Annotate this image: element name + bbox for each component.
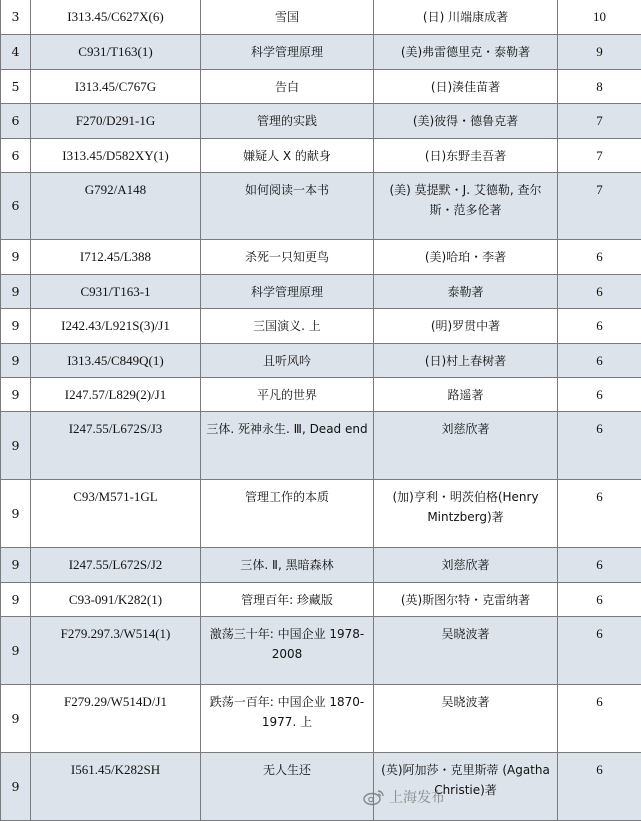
rank-cell: 6: [1, 173, 31, 240]
title-cell: 三体. Ⅱ, 黑暗森林: [201, 548, 374, 583]
rank-cell: 4: [1, 35, 31, 70]
count-cell: 7: [558, 139, 641, 173]
count-cell: 6: [558, 480, 641, 548]
count-cell: 6: [558, 412, 641, 480]
call-number-cell: I313.45/C627X(6): [31, 0, 201, 35]
call-number-cell: I313.45/C849Q(1): [31, 344, 201, 378]
count-cell: 6: [558, 309, 641, 344]
rank-cell: 6: [1, 104, 31, 139]
call-number-cell: I247.55/L672S/J2: [31, 548, 201, 583]
count-cell: 6: [558, 617, 641, 685]
title-cell: 雪国: [201, 0, 374, 35]
table-row: [1, 548, 641, 583]
call-number-cell: C931/T163-1: [31, 275, 201, 309]
call-number-cell: I242.43/L921S(3)/J1: [31, 309, 201, 344]
title-cell: 激荡三十年: 中国企业 1978-2008: [201, 617, 374, 685]
count-cell: 6: [558, 240, 641, 275]
title-cell: 科学管理原理: [201, 35, 374, 70]
table-row: [1, 104, 641, 139]
table-row: [1, 139, 641, 173]
author-cell: (美)哈珀・李著: [374, 240, 558, 275]
rank-cell: 3: [1, 0, 31, 35]
call-number-cell: F279.29/W514D/J1: [31, 685, 201, 753]
author-cell: (日) 川端康成著: [374, 0, 558, 35]
title-cell: 三体. 死神永生. Ⅲ, Dead end: [201, 412, 374, 480]
author-cell: (美) 莫提默・J. 艾德勒, 查尔斯・范多伦著: [374, 173, 558, 240]
author-cell: (日)湊佳苗著: [374, 70, 558, 104]
title-cell: 跌荡一百年: 中国企业 1870-1977. 上: [201, 685, 374, 753]
author-cell: (加)亨利・明茨伯格(Henry Mintzberg)著: [374, 480, 558, 548]
table-body: [1, 0, 641, 821]
rank-cell: 9: [1, 309, 31, 344]
call-number-cell: I712.45/L388: [31, 240, 201, 275]
title-cell: 平凡的世界: [201, 378, 374, 412]
table-row: [1, 70, 641, 104]
author-cell: (日)村上春树著: [374, 344, 558, 378]
call-number-cell: I561.45/K282SH: [31, 753, 201, 821]
title-cell: 嫌疑人 X 的献身: [201, 139, 374, 173]
table-row: [1, 173, 641, 240]
rank-cell: 9: [1, 753, 31, 821]
table-row: [1, 617, 641, 685]
author-cell: 吴晓波著: [374, 685, 558, 753]
count-cell: 7: [558, 173, 641, 240]
table-row: [1, 309, 641, 344]
count-cell: 10: [558, 0, 641, 35]
rank-cell: 5: [1, 70, 31, 104]
call-number-cell: F270/D291-1G: [31, 104, 201, 139]
table-row: [1, 344, 641, 378]
rank-cell: 9: [1, 412, 31, 480]
count-cell: 6: [558, 685, 641, 753]
author-cell: (美)弗雷德里克・泰勒著: [374, 35, 558, 70]
title-cell: 管理工作的本质: [201, 480, 374, 548]
call-number-cell: G792/A148: [31, 173, 201, 240]
author-cell: (英)阿加莎・克里斯蒂 (Agatha Christie)著: [374, 753, 558, 821]
author-cell: (美)彼得・德鲁克著: [374, 104, 558, 139]
table-row: [1, 753, 641, 821]
author-cell: 刘慈欣著: [374, 548, 558, 583]
rank-cell: 9: [1, 685, 31, 753]
call-number-cell: I313.45/C767G: [31, 70, 201, 104]
rank-cell: 9: [1, 378, 31, 412]
title-cell: 如何阅读一本书: [201, 173, 374, 240]
call-number-cell: I313.45/D582XY(1): [31, 139, 201, 173]
count-cell: 6: [558, 344, 641, 378]
title-cell: 三国演义. 上: [201, 309, 374, 344]
title-cell: 管理百年: 珍藏版: [201, 583, 374, 617]
author-cell: 路遥著: [374, 378, 558, 412]
table-row: [1, 480, 641, 548]
call-number-cell: F279.297.3/W514(1): [31, 617, 201, 685]
weibo-icon: [363, 788, 385, 806]
title-cell: 告白: [201, 70, 374, 104]
table-row: [1, 685, 641, 753]
table-row: [1, 275, 641, 309]
call-number-cell: C93-091/K282(1): [31, 583, 201, 617]
author-cell: (英)斯图尔特・克雷纳著: [374, 583, 558, 617]
watermark: [363, 787, 445, 807]
count-cell: 6: [558, 583, 641, 617]
call-number-cell: C93/M571-1GL: [31, 480, 201, 548]
rank-cell: 9: [1, 583, 31, 617]
count-cell: 8: [558, 70, 641, 104]
rank-cell: 9: [1, 480, 31, 548]
title-cell: 管理的实践: [201, 104, 374, 139]
table-row: [1, 412, 641, 480]
author-cell: 泰勒著: [374, 275, 558, 309]
call-number-cell: C931/T163(1): [31, 35, 201, 70]
table-row: [1, 583, 641, 617]
author-cell: 吴晓波著: [374, 617, 558, 685]
rank-cell: 9: [1, 548, 31, 583]
watermark-text: 上海发布: [389, 787, 445, 807]
title-cell: 且听风吟: [201, 344, 374, 378]
rank-cell: 9: [1, 240, 31, 275]
call-number-cell: I247.55/L672S/J3: [31, 412, 201, 480]
count-cell: 9: [558, 35, 641, 70]
table-row: [1, 35, 641, 70]
count-cell: 6: [558, 275, 641, 309]
rank-cell: 9: [1, 344, 31, 378]
rank-cell: 6: [1, 139, 31, 173]
title-cell: 杀死一只知更鸟: [201, 240, 374, 275]
title-cell: 无人生还: [201, 753, 374, 821]
author-cell: (日)东野圭吾著: [374, 139, 558, 173]
rank-cell: 9: [1, 617, 31, 685]
author-cell: 刘慈欣著: [374, 412, 558, 480]
count-cell: 7: [558, 104, 641, 139]
count-cell: 6: [558, 378, 641, 412]
count-cell: 6: [558, 548, 641, 583]
count-cell: 6: [558, 753, 641, 821]
table-row: [1, 240, 641, 275]
author-cell: (明)罗贯中著: [374, 309, 558, 344]
table-row: [1, 0, 641, 35]
title-cell: 科学管理原理: [201, 275, 374, 309]
rank-cell: 9: [1, 275, 31, 309]
table-row: [1, 378, 641, 412]
call-number-cell: I247.57/L829(2)/J1: [31, 378, 201, 412]
